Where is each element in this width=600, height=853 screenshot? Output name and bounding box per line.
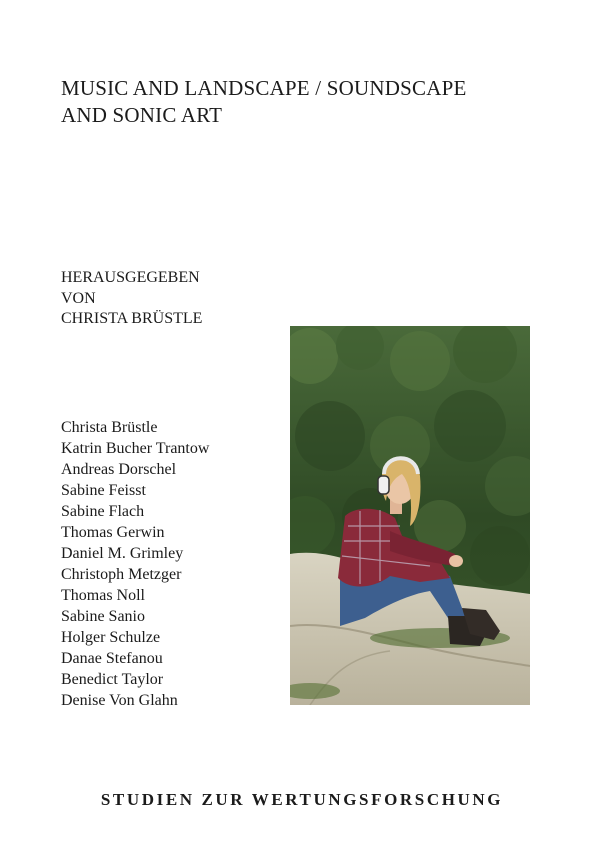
editor-credit — [61, 268, 202, 330]
contributor-name: Sabine Flach — [61, 503, 145, 520]
title-line-1: MUSIC AND LANDSCAPE / SOUNDSCAPE — [61, 76, 467, 100]
contributor-name: Thomas Noll — [61, 587, 145, 604]
contributor-name: Holger Schulze — [61, 629, 161, 646]
contributor-name: Benedict Taylor — [61, 671, 164, 688]
contributor-name: Sabine Sanio — [61, 608, 145, 625]
contributor-list — [61, 417, 209, 711]
photo-woman-headphones-icon — [290, 326, 530, 705]
contributor-name: Thomas Gerwin — [61, 524, 165, 541]
contributor-name: Christa Brüstle — [61, 419, 158, 436]
contributor-name: Christoph Metzger — [61, 566, 182, 583]
editor-line-2: VON — [61, 289, 96, 307]
contributor-name: Andreas Dorschel — [61, 461, 177, 478]
contributor-name: Denise Von Glahn — [61, 692, 178, 709]
cover-photo — [290, 326, 530, 705]
book-title — [61, 75, 466, 129]
editor-line-3: CHRISTA BRÜSTLE — [61, 310, 203, 327]
title-line-2: AND SONIC ART — [61, 103, 223, 127]
editor-line-1: HERAUSGEGEBEN — [61, 269, 200, 286]
contributor-name: Danae Stefanou — [61, 650, 163, 667]
contributor-name: Katrin Bucher Trantow — [61, 440, 210, 457]
series-title: STUDIEN ZUR WERTUNGSFORSCHUNG — [100, 790, 504, 809]
contributor-name: Daniel M. Grimley — [61, 545, 184, 562]
contributor-name: Sabine Feisst — [61, 482, 146, 499]
